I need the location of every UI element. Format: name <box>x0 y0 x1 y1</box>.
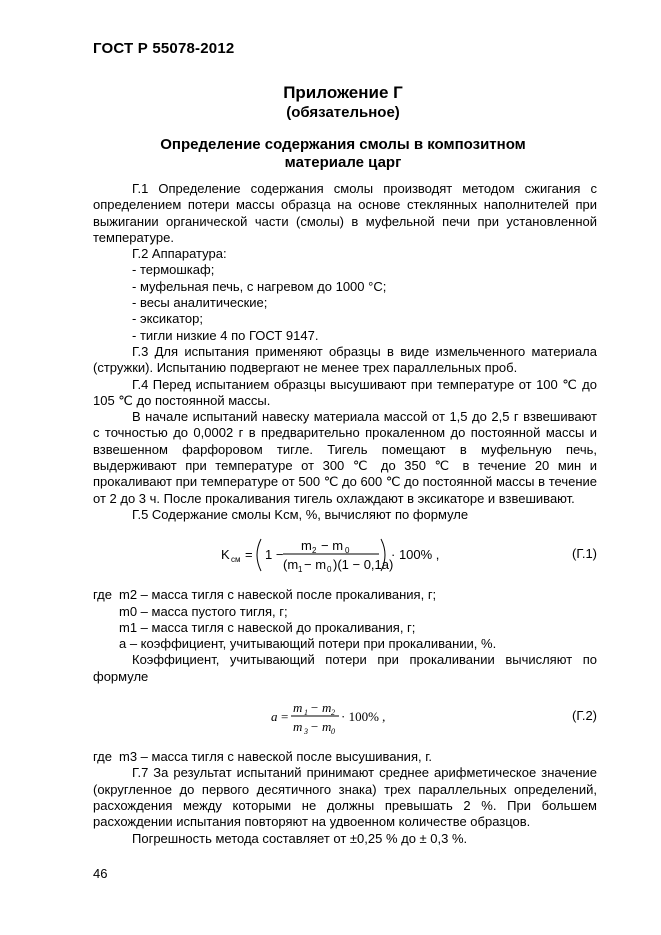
svg-text:2: 2 <box>331 708 335 718</box>
svg-text:m: m <box>293 700 303 716</box>
equipment-item: - тигли низкие 4 по ГОСТ 9147. <box>132 327 319 343</box>
svg-text:0: 0 <box>345 546 350 556</box>
equipment-item: - муфельная печь, с нагревом до 1000 °С; <box>132 278 387 294</box>
svg-text:0: 0 <box>327 565 332 575</box>
paragraph-g4-continued: В начале испытаний навеску материала массой от 1,5 до 2,5 г взвешивают с точностью до 0,0002 г в предварительно прокаленном до постоянной массы и взвешенном фарфоровом тигле. Тигель помещают в муфельную печь, выдерживают при температуре от 300 ℃ до 350 ℃ в течение 20 мин и прокаливают при температуре от 500 ℃ до 600 ℃ до постоянной массы в течение от 2 до 3 ч. После прокаливания тигель охлаждают в эксикаторе и взвешивают. <box>93 409 597 506</box>
where-label: где <box>93 749 112 765</box>
paragraph-g5: Г.5 Содержание смолы Kсм, %, вычисляют по формуле <box>132 506 469 522</box>
paragraph-accuracy: Погрешность метода составляет от ±0,25 % до ± 0,3 %. <box>132 830 468 846</box>
equipment-item: - термошкаф; <box>132 262 215 278</box>
svg-text:0: 0 <box>331 727 335 737</box>
paragraph-coefficient: Коэффициент, учитывающий потери при прокаливании вычисляют по формуле <box>93 652 597 684</box>
svg-text:=: = <box>281 709 289 725</box>
legend-g2 <box>93 749 597 765</box>
paragraph-g7: Г.7 За результат испытаний принимают среднее арифметическое значение (округленное до первого десятичного знака) трех параллельных определений, расхождения между которыми не должны превышать 2 %. При большем расхождении испытания повторяют на удвоенном количестве образцов. <box>93 765 597 830</box>
svg-text:=: = <box>245 547 253 563</box>
svg-text:− m: − m <box>321 538 344 554</box>
svg-text:)(1 − 0,1a): )(1 − 0,1a) <box>333 557 393 573</box>
svg-text:(m: (m <box>283 557 299 573</box>
appendix-status: (обязательное) <box>286 104 400 121</box>
svg-text:2: 2 <box>312 546 317 556</box>
paragraph-g2: Г.2 Аппаратура: <box>132 246 227 262</box>
paragraph-g1: Г.1 Определение содержания смолы производят методом сжигания с определением потери массы образца на основе стеклянных наполнителей при выжигании органической части (смолы) в муфельной печи при установленной температуре. <box>93 181 597 245</box>
svg-text:3: 3 <box>304 727 308 737</box>
page-number: 46 <box>93 866 108 881</box>
equipment-item: - весы аналитические; <box>132 295 268 311</box>
svg-text:− m: − m <box>304 557 327 573</box>
heading-line-2: материале царг <box>284 154 402 171</box>
legend-item: m1 – масса тигля с навеской до прокаливания, г; <box>119 619 416 635</box>
formula-number-g2: (Г.2) <box>572 708 597 724</box>
svg-text:a: a <box>271 709 278 725</box>
legend-item: m3 – масса тигля с навеской после высушивания, г. <box>119 749 432 765</box>
paragraph-g4: Г.4 Перед испытанием образцы высушивают при температуре от 100 ℃ до 105 ℃ до постоянной массы. <box>93 376 597 408</box>
heading-line-1: Определение содержания смолы в композитном <box>160 136 526 153</box>
legend-g1 <box>93 587 597 603</box>
svg-text:· 100% ,: · 100% , <box>391 547 440 563</box>
svg-text:1: 1 <box>304 708 308 718</box>
svg-text:− m: − m <box>310 719 332 735</box>
legend-item: m2 – масса тигля с навеской после прокаливания, г; <box>119 587 437 603</box>
svg-text:K: K <box>221 547 230 563</box>
formula-g2 <box>93 695 597 737</box>
formula-g2-graphic <box>133 695 433 737</box>
legend-item: m0 – масса пустого тигля, г; <box>119 603 288 619</box>
equipment-item: - эксикатор; <box>132 311 203 327</box>
appendix-heading <box>93 136 593 172</box>
svg-text:m: m <box>301 538 312 554</box>
legend-item: a – коэффициент, учитывающий потери при прокаливании, %. <box>119 636 497 652</box>
svg-text:1 −: 1 − <box>265 547 284 563</box>
svg-text:· 100% ,: · 100% , <box>341 709 386 725</box>
paragraph-g3: Г.3 Для испытания применяют образцы в виде измельченного материала (стружки). Испытанию подвергают не менее трех параллельных проб. <box>93 343 597 376</box>
appendix-title: Приложение Г <box>283 83 403 102</box>
svg-text:m: m <box>293 719 303 735</box>
formula-g1 <box>93 533 597 575</box>
svg-text:− m: − m <box>310 700 332 716</box>
formula-number-g1: (Г.1) <box>572 546 597 562</box>
svg-text:см: см <box>231 555 241 565</box>
document-body <box>93 181 597 847</box>
svg-text:1: 1 <box>298 565 303 575</box>
where-label: где <box>93 587 112 603</box>
formula-g1-tail <box>391 533 511 575</box>
formula-g1-graphic <box>93 533 393 575</box>
document-code: ГОСТ Р 55078-2012 <box>93 40 235 57</box>
